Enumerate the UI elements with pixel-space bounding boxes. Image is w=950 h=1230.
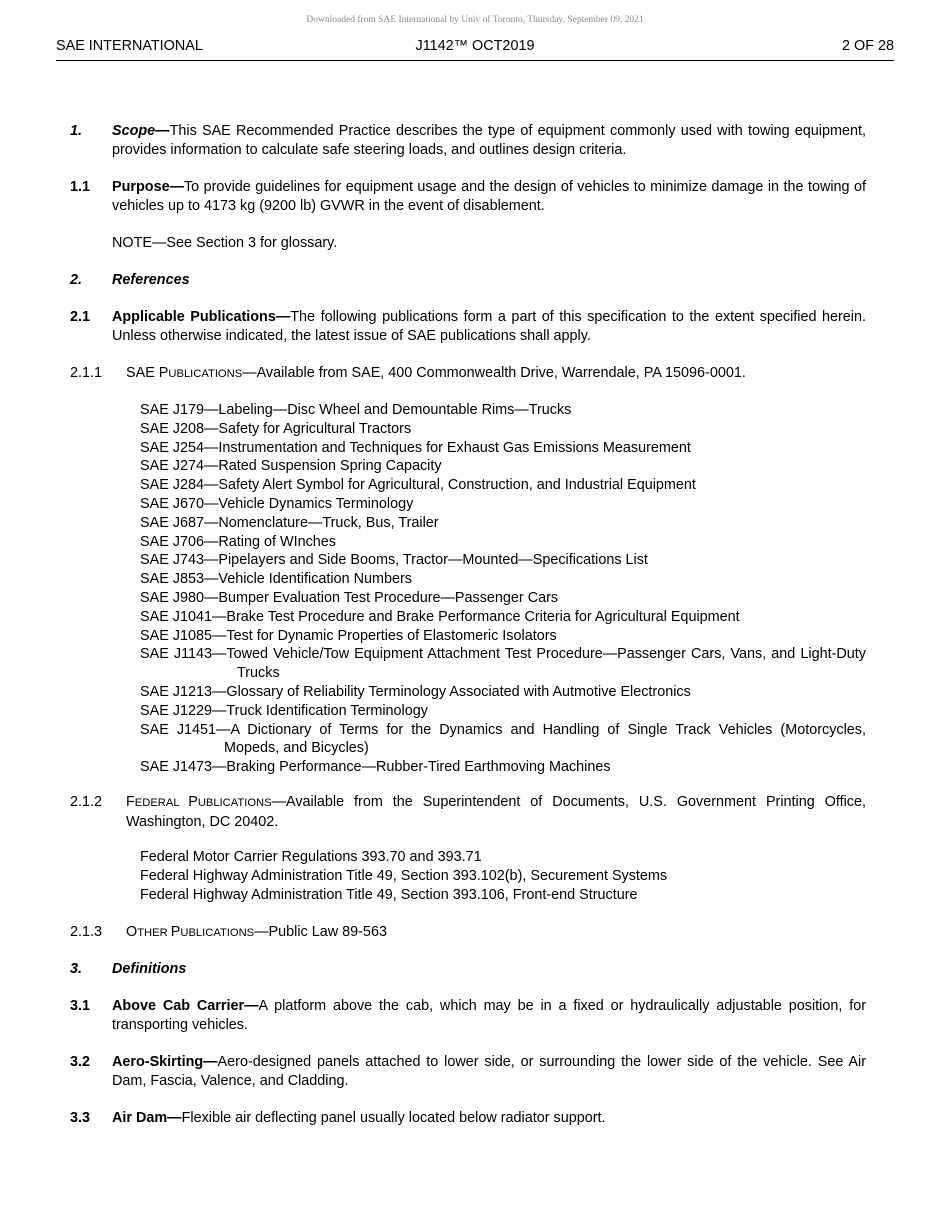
section-title: Purpose— [112, 179, 184, 195]
section-title: Air Dam— [112, 1110, 182, 1126]
page-header [56, 38, 894, 61]
section-3-1-above-cab-carrier [70, 997, 866, 1037]
section-text [126, 923, 866, 943]
section-number: 2.1.3 [70, 924, 103, 940]
section-body: —Available from SAE, 400 Commonwealth Drive, Warrendale, PA 15096-0001. [242, 365, 746, 381]
section-text [112, 308, 866, 346]
section-2-references [70, 271, 866, 291]
sae-publications-list [140, 401, 866, 777]
section-2-1-applicable-publications [70, 308, 866, 348]
section-1-1-purpose [70, 178, 866, 218]
section-3-2-aero-skirting [70, 1053, 866, 1093]
list-item: SAE J254—Instrumentation and Techniques for Exhaust Gas Emissions Measurement [140, 439, 691, 456]
section-body: This SAE Recommended Practice describes the type of equipment commonly used with towing equipment, provides information to calculate safe steering loads, and outlines design criteria. [112, 123, 866, 158]
section-number: 3. [70, 961, 83, 977]
list-item: Federal Motor Carrier Regulations 393.70 and 393.71 [140, 849, 482, 865]
list-item: SAE J743—Pipelayers and Side Booms, Tractor—Mounted—Specifications List [140, 552, 648, 569]
list-item: SAE J274—Rated Suspension Spring Capacity [140, 458, 442, 475]
list-item: SAE J208—Safety for Agricultural Tractors [140, 420, 412, 437]
list-item: SAE J1473—Braking Performance—Rubber-Tired Earthmoving Machines [140, 759, 611, 776]
section-title-cap: F [126, 794, 135, 810]
section-1-scope [70, 122, 866, 162]
list-item: Federal Highway Administration Title 49, Section 393.102(b), Securement Systems [140, 867, 668, 884]
section-number: 3.1 [70, 998, 91, 1014]
section-title-cap: O [126, 924, 138, 940]
section-title-small: THER [137, 927, 171, 939]
section-2-1-2-federal-publications [70, 793, 866, 833]
section-text [112, 997, 866, 1035]
section-number: 3.3 [70, 1110, 91, 1126]
section-2-1-1-sae-publications [70, 364, 866, 384]
section-title: Above Cab Carrier— [112, 998, 259, 1014]
section-title-small: UBLICATIONS [168, 368, 243, 380]
header-page-number: 2 OF 28 [842, 38, 894, 54]
list-item: SAE J1451—A Dictionary of Terms for the Dynamics and Handling of Single Track Vehicles (Motorcycles, Mopeds, and Bicycles) [140, 721, 866, 757]
section-text [126, 364, 866, 384]
header-org: SAE INTERNATIONAL [56, 38, 203, 54]
section-text [112, 178, 866, 216]
section-title-small: UBLICATIONS [180, 927, 255, 939]
section-body: A platform above the cab, which may be in a fixed or hydraulically adjustable position, for transporting vehicles. [112, 998, 866, 1033]
section-number: 2.1.2 [70, 794, 103, 810]
section-body: Flexible air deflecting panel usually located below radiator support. [181, 1110, 606, 1126]
section-number: 1.1 [70, 179, 91, 195]
section-3-3-air-dam [70, 1109, 866, 1129]
note-text: NOTE—See Section 3 for glossary. [112, 235, 338, 251]
download-watermark: Downloaded from SAE International by Univ of Toronto, Thursday, September 09, 2021 [306, 15, 644, 25]
section-body: The following publications form a part of this specification to the extent specified herein. Unless otherwise indicated, the latest issue of SAE publications shall apply. [112, 309, 866, 344]
section-body: To provide guidelines for equipment usage and the design of vehicles to minimize damage in the towing of vehicles up to 4173 kg (9200 lb) GVWR in the event of disablement. [112, 179, 866, 214]
section-title: Scope— [112, 123, 170, 139]
section-title-small: EDERAL [134, 797, 189, 809]
list-item: SAE J1213—Glossary of Reliability Terminology Associated with Autmotive Electronics [140, 683, 691, 700]
list-item: SAE J1229—Truck Identification Terminology [140, 702, 428, 719]
list-item: SAE J284—Safety Alert Symbol for Agricultural, Construction, and Industrial Equipment [140, 477, 696, 494]
list-item: SAE J179—Labeling—Disc Wheel and Demountable Rims—Trucks [140, 402, 572, 418]
section-body: —Public Law 89-563 [254, 924, 387, 940]
list-item: SAE J1041—Brake Test Procedure and Brake Performance Criteria for Agricultural Equipment [140, 608, 740, 625]
list-item: Federal Highway Administration Title 49, Section 393.106, Front-end Structure [140, 886, 638, 903]
header-doc-id: J1142™ OCT2019 [415, 38, 535, 54]
list-item: SAE J706—Rating of WInches [140, 533, 336, 550]
section-title-cap: P [170, 924, 181, 940]
federal-publications-list [140, 848, 866, 904]
list-item: SAE J1085—Test for Dynamic Properties of Elastomeric Isolators [140, 627, 557, 644]
section-title: Aero-Skirting— [112, 1054, 218, 1070]
list-item: SAE J853—Vehicle Identification Numbers [140, 571, 412, 588]
section-text [112, 1053, 866, 1091]
section-number: 2.1 [70, 309, 91, 325]
list-item: SAE J687—Nomenclature—Truck, Bus, Trailer [140, 514, 439, 531]
section-number: 2.1.1 [70, 365, 103, 381]
section-title-cap: SAE P [126, 365, 169, 381]
section-2-1-3-other-publications [70, 923, 866, 943]
section-text [112, 1109, 866, 1128]
section-title-cap: P [188, 794, 198, 810]
section-title-small: UBLICATIONS [197, 797, 272, 809]
section-text [126, 793, 866, 832]
list-item: SAE J670—Vehicle Dynamics Terminology [140, 495, 414, 512]
section-title: References [112, 272, 190, 288]
section-title: Definitions [112, 961, 187, 977]
list-item: SAE J980—Bumper Evaluation Test Procedure—Passenger Cars [140, 589, 559, 606]
section-title: Applicable Publications— [112, 309, 291, 325]
section-body: Aero-designed panels attached to lower side, or surrounding the lower side of the vehicle. See Air Dam, Fascia, Valence, and Cladding. [112, 1054, 866, 1089]
section-3-definitions [70, 960, 866, 980]
section-body: —Available from the Superintendent of Documents, U.S. Government Printing Office, Washington, DC 20402. [126, 794, 867, 830]
section-text [112, 122, 866, 160]
section-number: 3.2 [70, 1054, 91, 1070]
note [70, 234, 866, 254]
section-number: 1. [70, 123, 83, 139]
section-number: 2. [70, 272, 83, 288]
list-item: SAE J1143—Towed Vehicle/Tow Equipment Attachment Test Procedure—Passenger Cars, Vans, and Light-Duty Trucks [140, 646, 866, 682]
